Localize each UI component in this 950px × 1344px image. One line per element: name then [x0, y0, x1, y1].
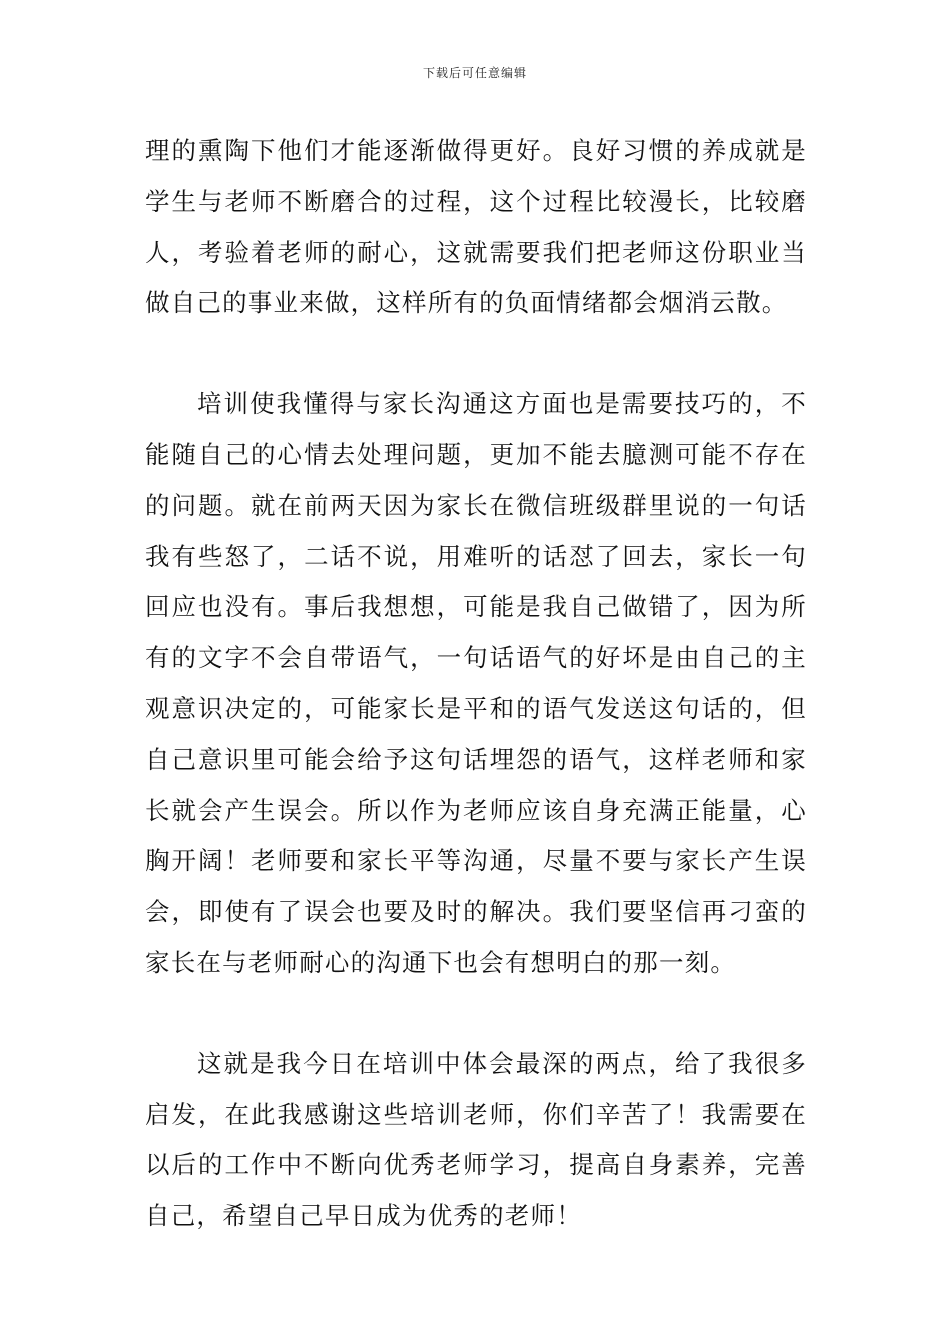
paragraph-1: 理的熏陶下他们才能逐渐做得更好。良好习惯的养成就是学生与老师不断磨合的过程，这个过程比较漫长，比较磨人，考验着老师的耐心，这就需要我们把老师这份职业当做自己的事业来做，这样所有的负面情绪都会烟消云散。: [145, 136, 807, 318]
page-header: 下载后可任意编辑: [422, 66, 527, 80]
paragraph-2: 培训使我懂得与家长沟通这方面也是需要技巧的，不能随自己的心情去处理问题，更加不能去臆测可能不存在的问题。就在前两天因为家长在微信班级群里说的一句话我有些怒了，二话不说，用难听的话怼了回去，家长一句回应也没有。事后我想想，可能是我自己做错了，因为所有的文字不会自带语气，一句话语气的好坏是由自己的主观意识决定的，可能家长是平和的语气发送这句话的，但自己意识里可能会给予这句话埋怨的语气，这样老师和家长就会产生误会。所以作为老师应该自身充满正能量，心胸开阔！老师要和家长平等沟通，尽量不要与家长产生误会，即使有了误会也要及时的解决。我们要坚信再刁蛮的家长在与老师耐心的沟通下也会有想明白的那一刻。: [145, 389, 807, 977]
document-body: [145, 126, 807, 1242]
paragraph-gap: [145, 989, 807, 1039]
paragraph-3: 这就是我今日在培训中体会最深的两点，给了我很多启发，在此我感谢这些培训老师，你们辛苦了！我需要在以后的工作中不断向优秀老师学习，提高自身素养，完善自己，希望自己早日成为优秀的老师！: [145, 1048, 807, 1231]
paragraph-gap: [145, 329, 807, 379]
